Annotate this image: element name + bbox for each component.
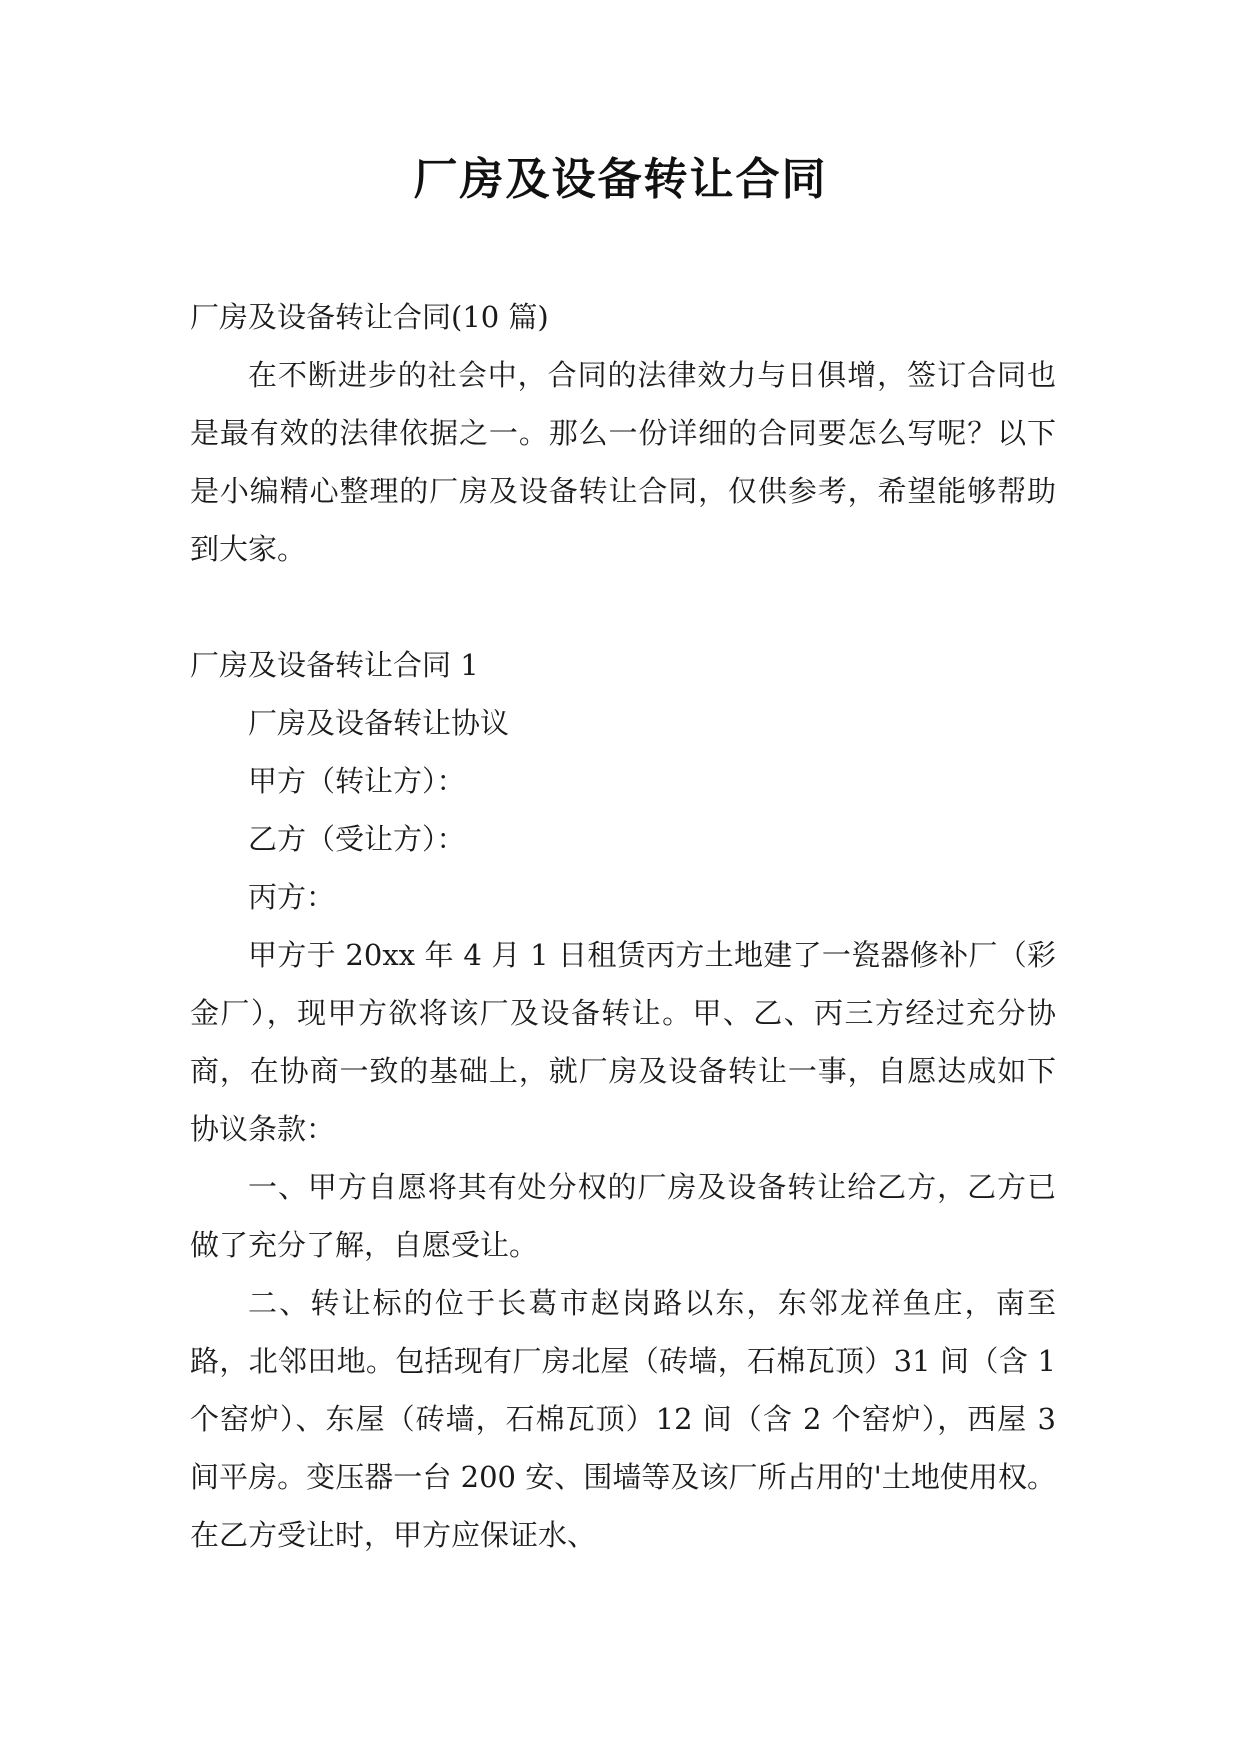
clause-2-paragraph: 二、转让标的位于长葛市赵岗路以东，东邻龙祥鱼庄，南至路，北邻田地。包括现有厂房北屋（砖墙，石棉瓦顶）31 间（含 1 个窑炉）、东屋（砖墙，石棉瓦顶）12 间（含 2 个窑炉），西屋 3 间平房。变压器一台 200 安、围墙等及该厂所占用的'土地使用权。在乙方受让时，甲方应保证水、 <box>190 1286 1056 1552</box>
document-title: 厂房及设备转让合同 <box>413 154 828 205</box>
clause-1-paragraph: 一、甲方自愿将其有处分权的厂房及设备转让给乙方，乙方已做了充分了解，自愿受让。 <box>190 1170 1056 1262</box>
document-body <box>190 288 1056 1564</box>
agreement-title: 厂房及设备转让协议 <box>248 706 510 740</box>
party-b-line: 乙方（受让方）： <box>248 822 466 856</box>
section-heading: 厂房及设备转让合同 1 <box>190 648 479 682</box>
party-a-line: 甲方（转让方）： <box>248 764 466 798</box>
intro-paragraph: 在不断进步的社会中，合同的法律效力与日俱增，签订合同也是最有效的法律依据之一。那么一份详细的合同要怎么写呢？以下是小编精心整理的厂房及设备转让合同，仅供参考，希望能够帮助到大家。 <box>190 358 1056 566</box>
document-subtitle: 厂房及设备转让合同(10 篇) <box>190 300 549 334</box>
party-c-line: 丙方： <box>248 880 336 914</box>
background-paragraph: 甲方于 20xx 年 4 月 1 日租赁丙方土地建了一瓷器修补厂（彩金厂），现甲方欲将该厂及设备转让。甲、乙、丙三方经过充分协商，在协商一致的基础上，就厂房及设备转让一事，自愿达成如下协议条款： <box>190 938 1056 1146</box>
